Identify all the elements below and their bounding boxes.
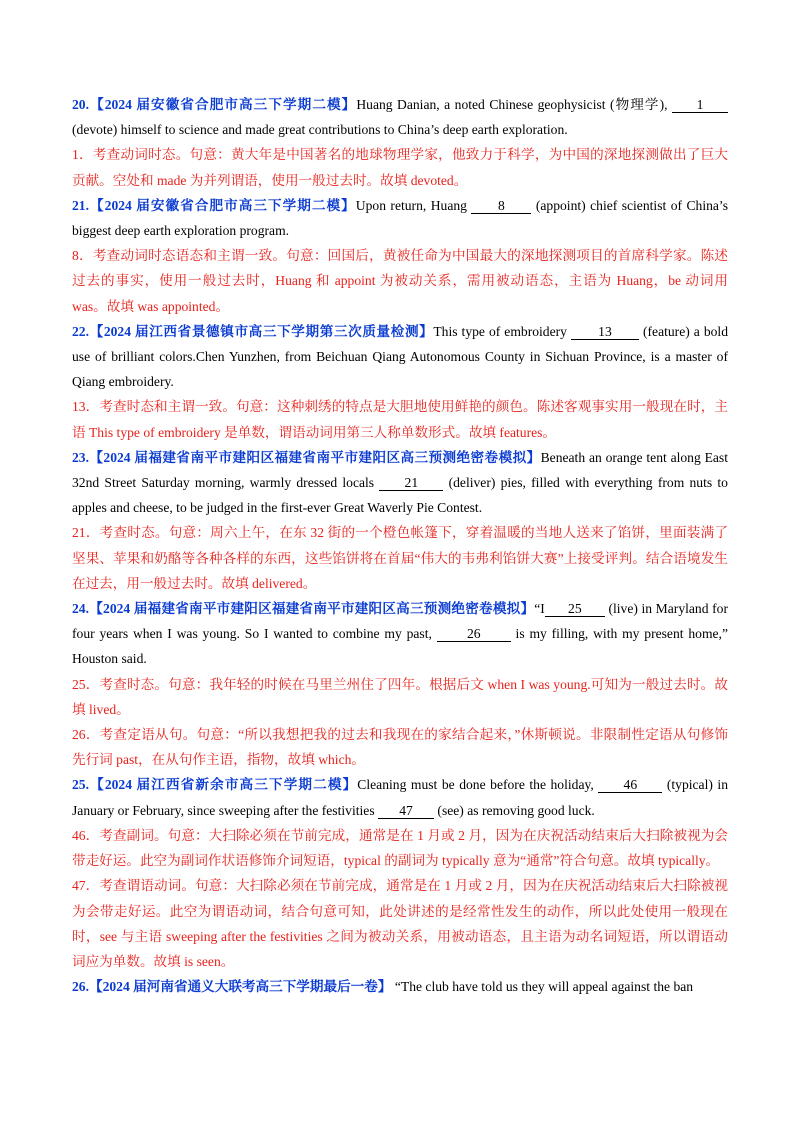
question-number: 25. (72, 777, 89, 793)
explanation: 47．考查谓语动词。句意：大扫除必须在节前完成，通常是在 1 月或 2 月，因为在庆祝活动结束后大扫除被视为会带走好运。此空为谓语动词，结合句意可知，此处讲述的是经常性发生的动作，所以此处使用一般现在时，see 与主语 sweeping after the festivities 之间为被动关系，用被动语态，且主语为动名词短语，所以谓语动词应为单数。故填 is seen。 (72, 878, 728, 969)
answer-blank: 46 (598, 777, 662, 793)
question-text: This type of embroidery (433, 323, 571, 339)
question-23 (72, 445, 728, 521)
question-text: (feature) a bold use of brilliant colors.Chen Yunzhen, from Beichuan Qiang Autonomous County in Sichuan Province, is a master of Qiang embroidery. (72, 323, 728, 390)
question-number: 24. (72, 601, 89, 617)
question-22 (72, 319, 728, 395)
question-number: 21. (72, 197, 89, 213)
answer-blank: 8 (471, 198, 531, 214)
question-text: (see) as removing good luck. (434, 802, 595, 818)
question-text: Beneath an orange tent along East 32nd Street Saturday morning, warmly dressed locals (72, 449, 728, 491)
question-number: 23. (72, 449, 89, 465)
question-text: (devote) himself to science and made great contributions to China’s deep earth exploration. (72, 122, 568, 138)
question-24 (72, 596, 728, 672)
explanation: 21．考查时态。句意：周六上午，在东 32 街的一个橙色帐篷下，穿着温暖的当地人送来了馅饼，里面装满了坚果、苹果和奶酪等各种各样的东西，这些馅饼将在首届“伟大的韦弗利馅饼大赛”上接受评判。结合语境发生在过去，用一般过去时。故填 delivered。 (72, 525, 728, 591)
question-source: 【2024 届安徽省合肥市高三下学期二模】 (89, 97, 357, 112)
answer-blank: 25 (545, 601, 605, 617)
question-text: Upon return, Huang (355, 197, 472, 213)
answer-blank: 1 (672, 97, 728, 113)
question-20 (72, 92, 728, 142)
question-text: Huang Danian, a noted Chinese geophysicist (物理学), (356, 97, 672, 112)
question-text: “The club have told us they will appeal against the ban (391, 979, 694, 995)
explanation: 46．考查副词。句意：大扫除必须在节前完成，通常是在 1 月或 2 月，因为在庆祝活动结束后大扫除被视为会带走好运。此空为副词作状语修饰介词短语，typical 的副词为 typically 意为“通常”符合句意。故填 typically。 (72, 827, 728, 869)
explanation: 1．考查动词时态。句意：黄大年是中国著名的地球物理学家，他致力于科学，为中国的深地探测做出了巨大贡献。空处和 made 为并列谓语，使用一般过去时。故填 devoted。 (72, 147, 728, 188)
question-25 (72, 772, 728, 822)
question-source: 【2024 届江西省新余市高三下学期二模】 (89, 777, 358, 793)
explanation: 26．考查定语从句。句意：“所以我想把我的过去和我现在的家结合起来，”休斯顿说。非限制性定语从句修饰先行词 past，在从句作主语，指物，故填 which。 (72, 727, 728, 768)
answer-blank: 47 (378, 803, 434, 819)
question-text: Cleaning must be done before the holiday, (357, 777, 599, 793)
explanation: 13．考查时态和主谓一致。句意：这种刺绣的特点是大胆地使用鲜艳的颜色。陈述客观事实用一般现在时，主语 This type of embroidery 是单数，谓语动词用第三人称单数形式。故填 features。 (72, 399, 728, 440)
explanation: 25．考查时态。句意：我年轻的时候在马里兰州住了四年。根据后文 when I was young.可知为一般过去时。故填 lived。 (72, 676, 728, 717)
question-21 (72, 193, 728, 243)
question-text: (appoint) chief scientist of China’s biggest deep earth exploration program. (72, 197, 728, 239)
answer-blank: 26 (437, 626, 511, 642)
document-page (72, 92, 728, 999)
question-source: 【2024 届福建省南平市建阳区福建省南平市建阳区高三预测绝密卷模拟】 (89, 449, 541, 465)
question-number: 22. (72, 323, 89, 339)
explanation: 8．考查动词时态语态和主谓一致。句意：回国后，黄被任命为中国最大的深地探测项目的首席科学家。陈述过去的事实，使用一般过去时，Huang 和 appoint 为被动关系，需用被动语态，主语为 Huang，be 动词用 was。故填 was appointed。 (72, 248, 728, 314)
question-text: (typical) in January or February, since sweeping after the festivities (72, 777, 728, 818)
question-text: (live) in Maryland for four years when I was young. So I wanted to combine my past, (72, 601, 728, 642)
question-text: (deliver) pies, filled with everything from nuts to apples and cheese, to be judged in the first-ever Great Waverly Pie Contest. (72, 475, 728, 516)
question-26 (72, 974, 728, 999)
question-text: is my filling, with my present home,” Houston said. (72, 626, 728, 667)
question-source: 【2024 届河南省通义大联考高三下学期最后一卷】 (89, 979, 392, 995)
answer-blank: 13 (571, 324, 639, 340)
question-text: “I (534, 601, 545, 617)
question-number: 26. (72, 979, 89, 995)
question-source: 【2024 届福建省南平市建阳区福建省南平市建阳区高三预测绝密卷模拟】 (89, 601, 535, 617)
question-source: 【2024 届江西省景德镇市高三下学期第三次质量检测】 (89, 323, 434, 339)
answer-blank: 21 (379, 475, 443, 491)
question-source: 【2024 届安徽省合肥市高三下学期二模】 (89, 197, 356, 213)
question-number: 20. (72, 97, 89, 112)
